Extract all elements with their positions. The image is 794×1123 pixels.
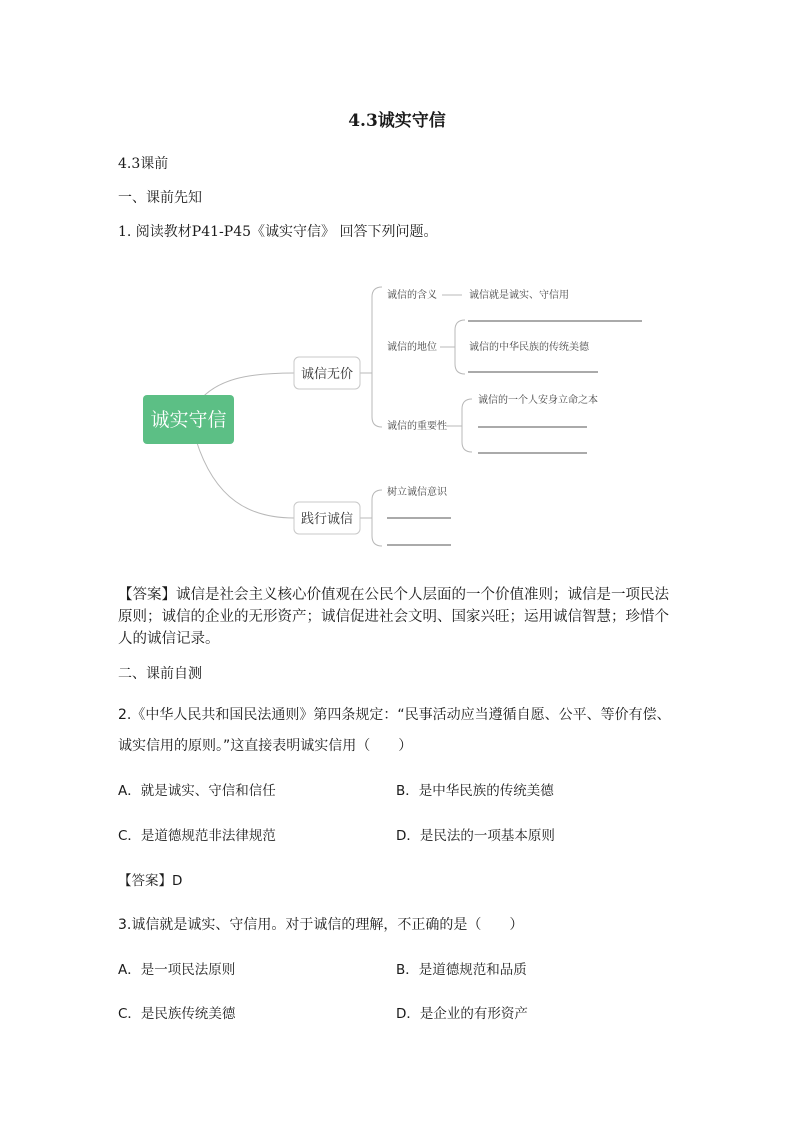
q2-option-c: C．是道德规范非法律规范 (118, 828, 276, 844)
page-title: 4.3诚实守信 (348, 111, 446, 131)
q3-option-d: D．是企业的有形资产 (396, 1006, 528, 1022)
bracket-status (455, 320, 465, 374)
mindmap-importance: 诚信的重要性 (387, 421, 447, 432)
part1-heading: 一、课前先知 (118, 190, 202, 206)
mindmap-practice-first: 树立诚信意识 (387, 487, 447, 498)
section-label: 4.3课前 (118, 156, 169, 172)
mindmap-root-label: 诚实守信 (150, 409, 227, 431)
bracket-branch1 (372, 287, 382, 427)
q3-option-b: B．是道德规范和品质 (396, 962, 527, 978)
question-2-line2: 诚实信用的原则。”这直接表明诚实信用（ ） (118, 738, 413, 754)
mindmap-meaning-value: 诚信就是诚实、守信用 (469, 290, 569, 301)
mindmap-branch1-label: 诚信无价 (300, 367, 354, 382)
question-2-line1: 2.《中华人民共和国民法通则》第四条规定：“民事活动应当遵循自愿、公平、等价有偿、 (118, 707, 671, 723)
q3-option-c: C．是民族传统美德 (118, 1006, 236, 1022)
mindmap-importance-value: 诚信的一个人安身立命之本 (478, 395, 598, 406)
q2-option-d: D．是民法的一项基本原则 (396, 828, 555, 844)
q2-answer: 【答案】D (118, 873, 183, 889)
q3-option-a: A．是一项民法原则 (118, 962, 236, 978)
q2-option-b: B．是中华民族的传统美德 (396, 783, 554, 799)
part2-heading: 二、课前自测 (118, 666, 202, 682)
question-3-line1: 3.诚信就是诚实、守信用。对于诚信的理解，不正确的是（ ） (118, 917, 524, 933)
mindmap-meaning: 诚信的含义 (387, 290, 437, 301)
question-1-text: 1. 阅读教材P41-P45《诚实守信》 回答下列问题。 (118, 224, 438, 240)
mindmap-branch2-label: 践行诚信 (300, 512, 354, 527)
mindmap-status: 诚信的地位 (387, 342, 437, 353)
q2-option-a: A．就是诚实、守信和信任 (118, 783, 276, 799)
answer-1: 【答案】诚信是社会主义核心价值观在公民个人层面的一个价值准则；诚信是一项民法原则；诚信的企业的无形资产；诚信促进社会文明、国家兴旺；运用诚信智慧；珍惜个人的诚信记录。 (118, 587, 669, 647)
bracket-importance (462, 399, 472, 452)
connector-root-branch2 (196, 440, 294, 518)
mindmap-status-value: 诚信的中华民族的传统美德 (469, 342, 589, 353)
bracket-branch2 (372, 490, 382, 546)
